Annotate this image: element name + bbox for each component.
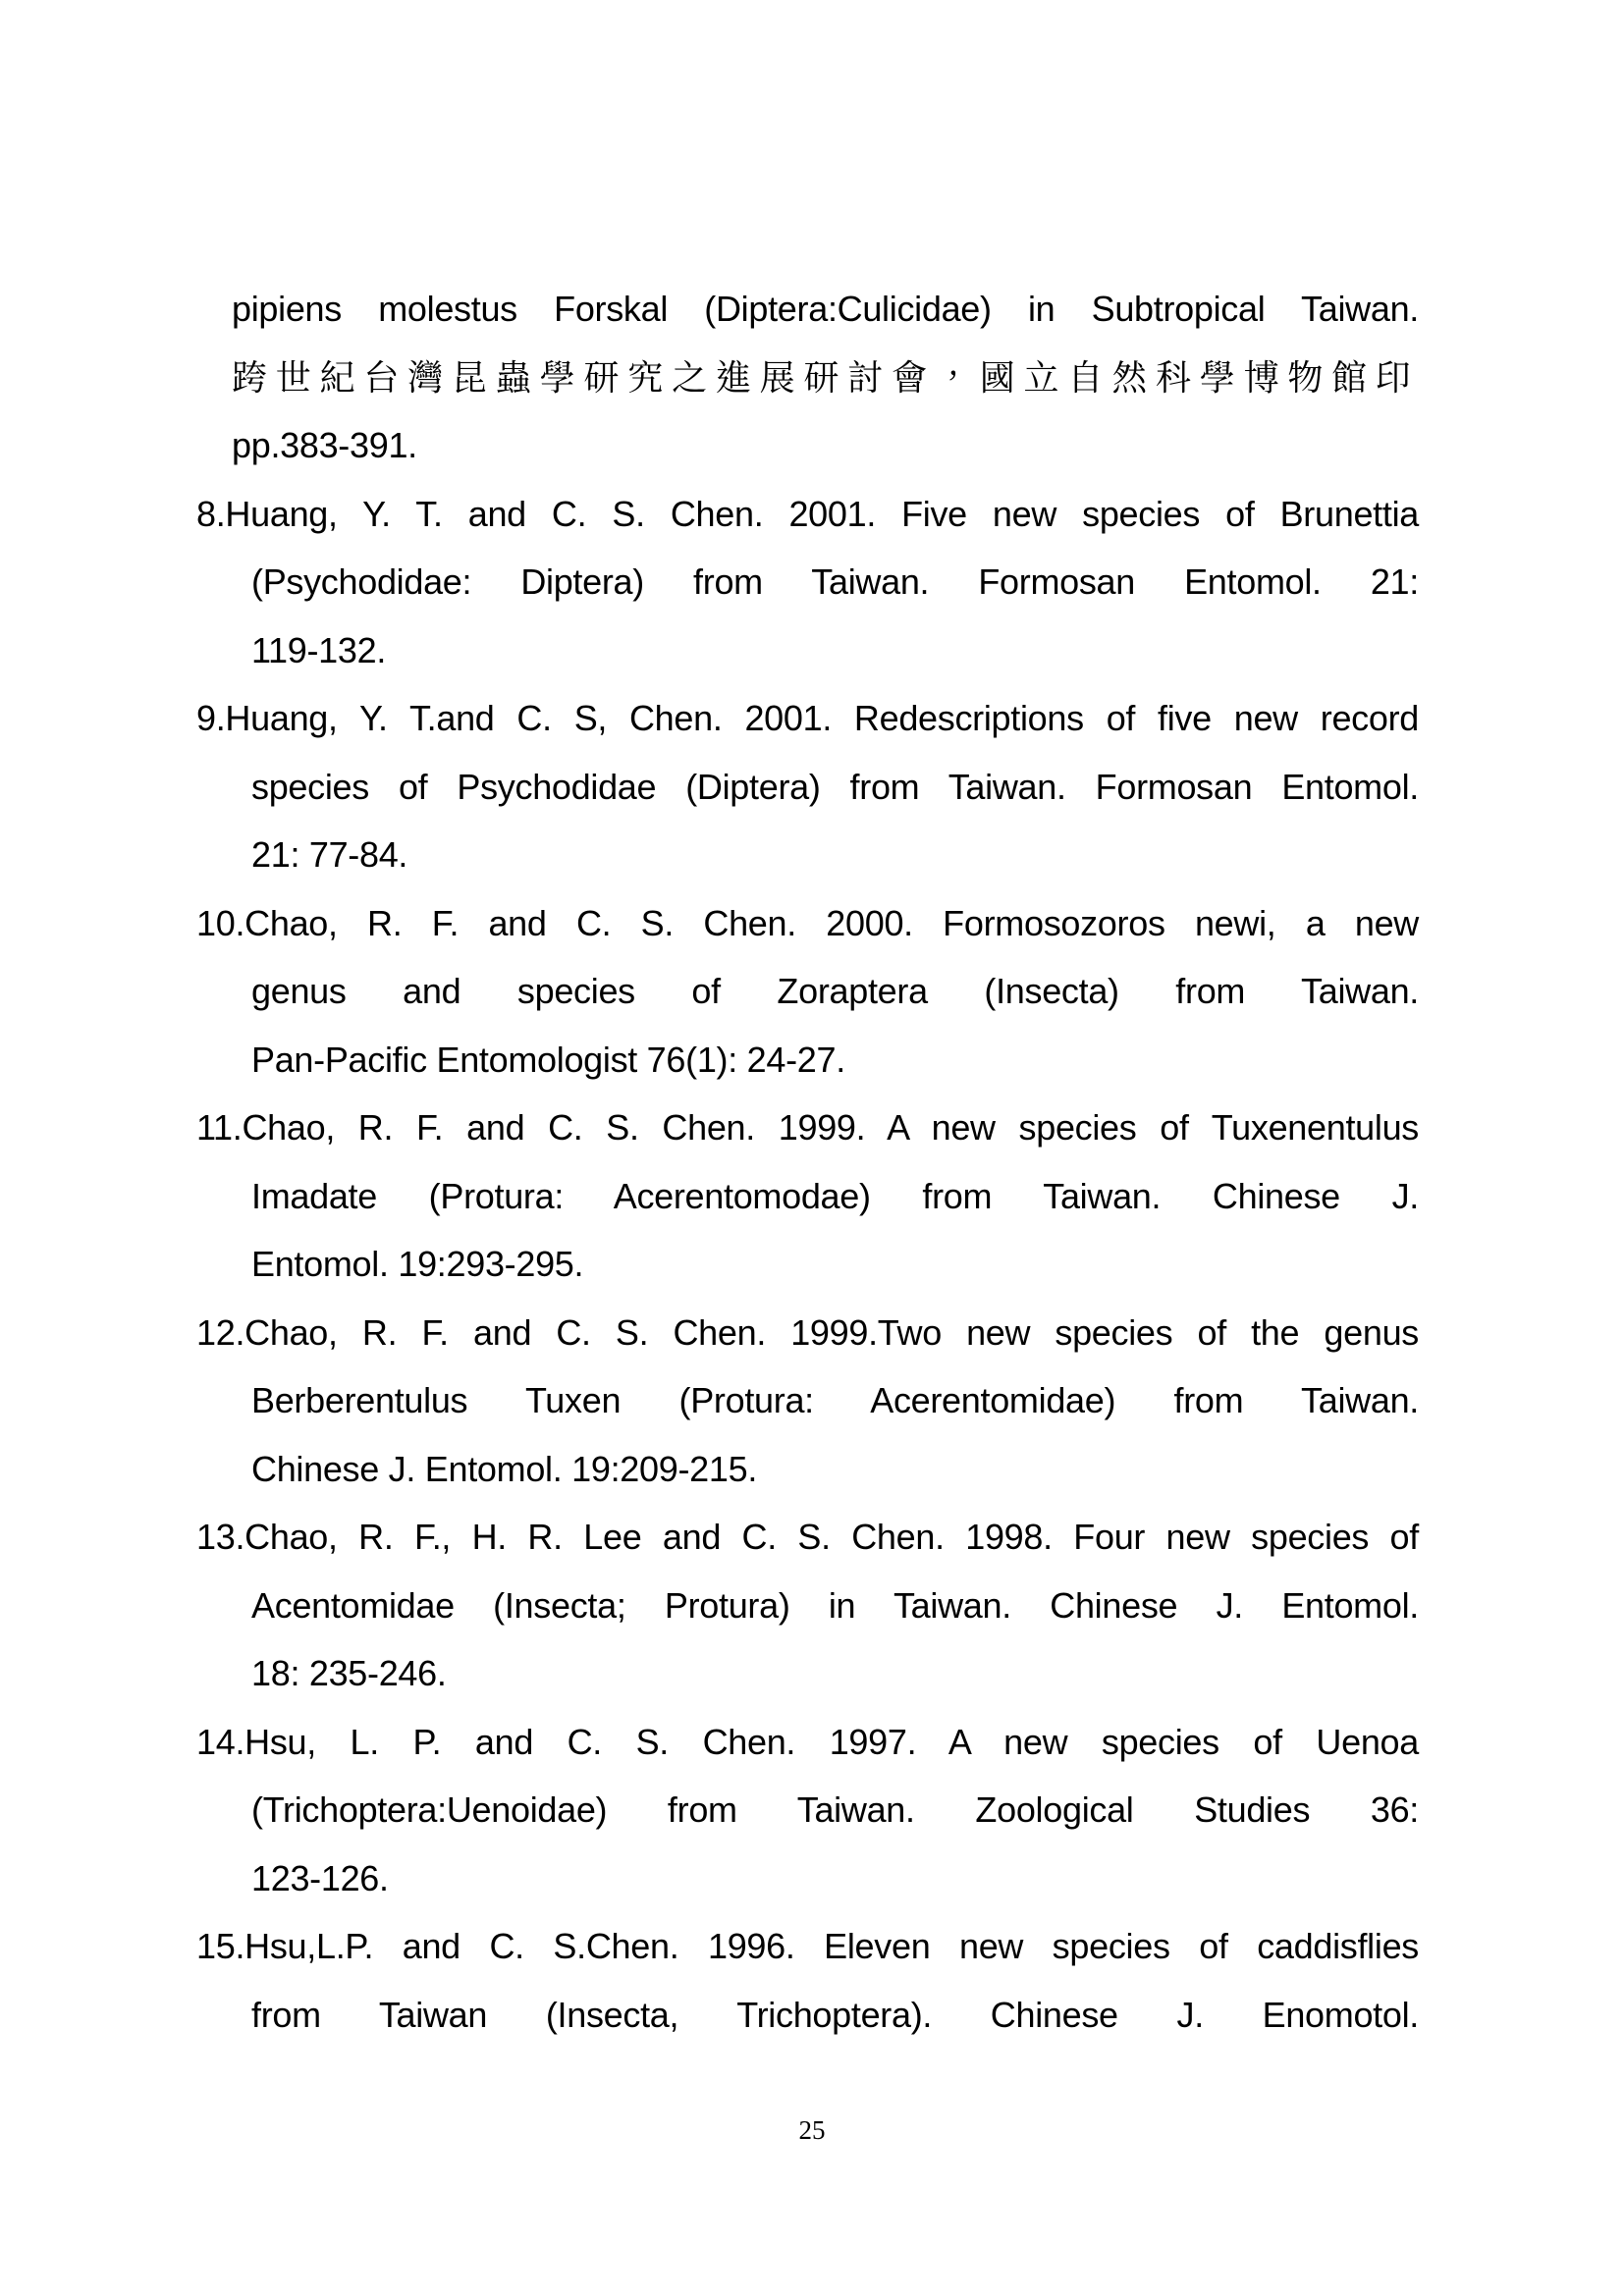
reference-line: 9.Huang, Y. T.and C. S, Chen. 2001. Redescriptions of five new record xyxy=(196,698,1419,738)
reference-line: 15.Hsu,L.P. and C. S.Chen. 1996. Eleven new species of caddisflies xyxy=(196,1926,1419,1966)
reference-entry-12 xyxy=(196,1299,1419,1504)
reference-line: 14.Hsu, L. P. and C. S. Chen. 1997. A new species of Uenoa xyxy=(196,1721,1419,1762)
reference-line: species of Psychodidae (Diptera) from Taiwan. Formosan Entomol. xyxy=(251,766,1419,807)
reference-line: 10.Chao, R. F. and C. S. Chen. 2000. Formosozoros newi, a new xyxy=(196,902,1419,943)
reference-line: genus and species of Zoraptera (Insecta) from Taiwan. xyxy=(251,971,1419,1011)
reference-line: 123-126. xyxy=(251,1857,389,1898)
reference-line: Berberentulus Tuxen (Protura: Acerentomidae) from Taiwan. xyxy=(251,1380,1419,1420)
reference-entry-9 xyxy=(196,684,1419,889)
reference-line: 11.Chao, R. F. and C. S. Chen. 1999. A new species of Tuxenentulus xyxy=(196,1107,1419,1148)
reference-line: Imadate (Protura: Acerentomodae) from Taiwan. Chinese J. xyxy=(251,1175,1419,1216)
reference-line: 18: 235-246. xyxy=(251,1653,447,1693)
reference-line: 8.Huang, Y. T. and C. S. Chen. 2001. Five new species of Brunettia xyxy=(196,493,1419,534)
reference-line: pipiens molestus Forskal (Diptera:Culicidae) in Subtropical Taiwan. xyxy=(232,289,1419,329)
reference-entry-10 xyxy=(196,889,1419,1095)
reference-line: from Taiwan (Insecta, Trichoptera). Chinese J. Enomotol. xyxy=(251,1994,1419,2035)
reference-entry-7-continuation xyxy=(196,275,1419,480)
reference-line: 12.Chao, R. F. and C. S. Chen. 1999.Two new species of the genus xyxy=(196,1311,1419,1353)
reference-entry-13 xyxy=(196,1503,1419,1708)
reference-line: 119-132. xyxy=(251,629,387,670)
reference-line: Chinese J. Entomol. 19:209-215. xyxy=(251,1448,758,1489)
reference-entry-14 xyxy=(196,1708,1419,1913)
reference-line: Entomol. 19:293-295. xyxy=(251,1244,584,1284)
reference-line-chinese: 跨世紀台灣昆蟲學研究之進展研討會，國立自然科學博物館印 xyxy=(232,356,1419,398)
reference-entry-8 xyxy=(196,480,1419,685)
reference-line: (Trichoptera:Uenoidae) from Taiwan. Zoological Studies 36: xyxy=(251,1789,1419,1830)
page-number: 25 xyxy=(798,2115,826,2145)
reference-entry-11 xyxy=(196,1094,1419,1299)
reference-line: pp.383-391. xyxy=(232,425,417,465)
reference-line: 21: 77-84. xyxy=(251,834,408,875)
reference-line: (Psychodidae: Diptera) from Taiwan. Formosan Entomol. 21: xyxy=(251,561,1419,602)
reference-line: 13.Chao, R. F., H. R. Lee and C. S. Chen. 1998. Four new species of xyxy=(196,1517,1419,1557)
reference-line: Acentomidae (Insecta; Protura) in Taiwan. Chinese J. Entomol. xyxy=(251,1584,1419,1626)
reference-line: Pan-Pacific Entomologist 76(1): 24-27. xyxy=(251,1039,845,1080)
references-list xyxy=(196,275,1419,2049)
reference-entry-15 xyxy=(196,1912,1419,2049)
